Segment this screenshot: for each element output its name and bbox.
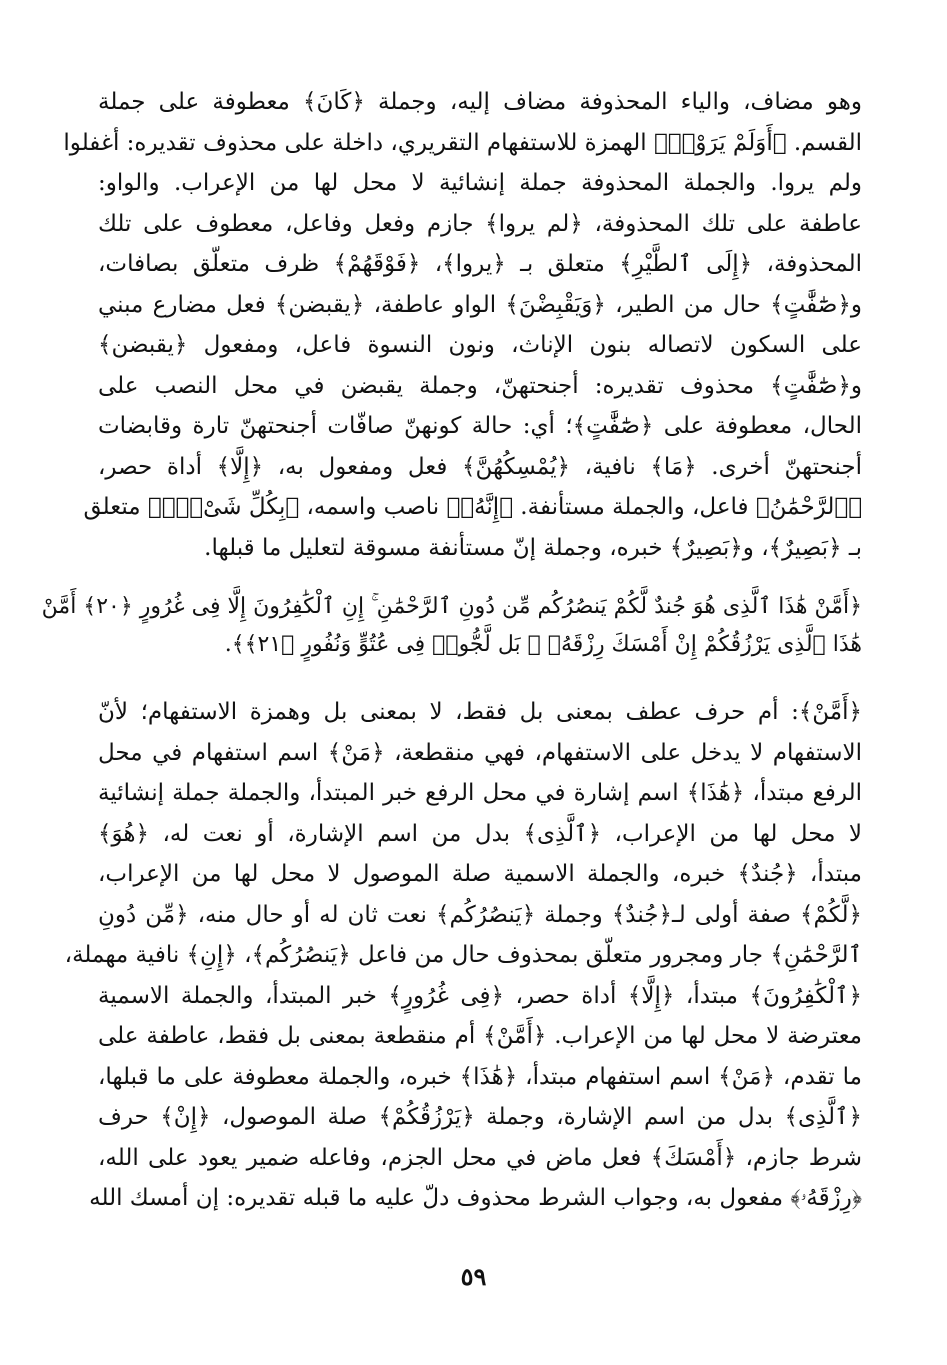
verse-line: ﴿أَمَّنْ هَٰذَا ٱلَّذِى هُوَ جُندٌ لَّكُمْ يَنصُرُكُم مِّن دُونِ ٱلرَّحْمَٰنِ ۚ إِنِ ٱلْكَٰفِرُونَ إِلَّا فِى غُرُورٍ ﴿٢٠﴾ أَمَّنْ [41,594,862,619]
text-line: ﴿ٱلْكَٰفِرُونَ﴾ مبتدأ، ﴿إِلَّا﴾ أداة حصر، ﴿فِى غُرُورٍ﴾ خبر المبتدأ، والجملة الاسمية [98,982,862,1009]
text-line: لا محل لها من الإعراب، ﴿ٱلَّذِى﴾ بدل من اسم الإشارة، أو نعت له، ﴿هُوَ﴾ [98,820,862,847]
text-line: ٱلرَّحْمَٰنِ﴾ جار ومجرور متعلّق بمحذوف حال من فاعل ﴿يَنصُرُكُم﴾، ﴿إِنِ﴾ نافية مهملة، [64,942,862,968]
text-line: ﴿ٱلَّذِى﴾ بدل من اسم الإشارة، وجملة ﴿يَرْزُقُكُمْ﴾ صلة الموصول، ﴿إِنْ﴾ حرف [98,1104,862,1130]
text-line: و﴿صَٰٓفَّٰتٍ﴾ محذوف تقديره: أجنحتهنّ، وجملة يقبضن في محل النصب على [98,372,862,399]
text-line: و﴿صَٰٓفَّٰتٍ﴾ حال من الطير، ﴿وَيَقْبِضْنَ﴾ الواو عاطفة، ﴿يقبضن﴾ فعل مضارع مبني [98,291,862,318]
text-line: شرط جازم، ﴿أَمْسَكَ﴾ فعل ماض في محل الجزم، وفاعله ضمير يعود على الله، [98,1144,862,1171]
paragraph-grammar-analysis-2 [64,692,862,1219]
text-line: ما تقدم، ﴿مَنْ﴾ اسم استفهام مبتدأ، ﴿هَٰذَا﴾ خبره، والجملة معطوفة على ما قبلها، [98,1063,862,1090]
text-line: الحال، معطوفة على ﴿صَٰٓفَّٰتٍ﴾؛ أي: حالة كونهنّ صافّات أجنحتهنّ تارة وقابضات [98,413,862,439]
text-line: على السكون لاتصاله بنون الإناث، ونون النسوة فاعل، ومفعول ﴿يقبضن﴾ [98,332,862,358]
page-number: ٥٩ [460,1262,487,1291]
text-line: ﴿أَمَّنْ﴾: أم حرف عطف بمعنى بل فقط، لا بمعنى بل وهمزة الاستفهام؛ لأنّ [98,699,862,725]
text-line: معترضة لا محل لها من الإعراب. ﴿أَمَّنْ﴾ أم منقطعة بمعنى بل فقط، عاطفة على [98,1023,862,1049]
text-line: ﴿رِزْقَهُۥ﴾ مفعول به، وجواب الشرط محذوف دلّ عليه ما قبله تقديره: إن أمسك الله [89,1185,862,1211]
text-line: الرفع مبتدأ، ﴿هَٰذَا﴾ اسم إشارة في محل الرفع خبر المبتدأ، والجملة جملة إنشائية [98,780,862,806]
verse-line: هَٰذَا ٱلَّذِى يَرْزُقُكُمْ إِنْ أَمْسَكَ رِزْقَهُۥ ۚ بَل لَّجُّوا۟ فِى عُتُوٍّ وَنُفُورٍ ﴿٢١﴾﴾. [224,632,862,657]
text-line: ﴿ٱلرَّحْمَٰنُ﴾ فاعل، والجملة مستأنفة. ﴿إِنَّهُۥ﴾ ناصب واسمه، ﴿بِكُلِّ شَىْءٍۭ﴾ متعلق [83,494,862,520]
text-line: ﴿لَّكُمْ﴾ صفة أولى لـ﴿جُندٌ﴾ وجملة ﴿يَنصُرُكُم﴾ نعت ثان له أو حال منه، ﴿مِّن دُونِ [98,901,862,928]
text-line: وهو مضاف، والياء المحذوفة مضاف إليه، وجملة ﴿كَانَ﴾ معطوفة على جملة [98,89,862,115]
quran-verse-block [41,588,862,664]
text-line: ولم يروا. والجملة المحذوفة جملة إنشائية لا محل لها من الإعراب. والواو: [98,170,862,196]
text-line: مبتدأ، ﴿جُندٌ﴾ خبره، والجملة الاسمية صلة الموصول لا محل لها من الإعراب، [98,861,862,887]
text-line: بـ ﴿بَصِيرٌ﴾، و﴿بَصِيرٌ﴾ خبره، وجملة إنّ مستأنفة مسوقة لتعليل ما قبلها. [204,534,862,561]
text-line: الاستفهام لا يدخل على الاستفهام، فهي منقطعة، ﴿مَنْ﴾ اسم استفهام في محل [98,739,862,766]
text-line: عاطفة على تلك المحذوفة، ﴿لم يروا﴾ جازم وفعل وفاعل، معطوف على تلك [98,210,862,237]
text-line: أجنحتهنّ أخرى. ﴿مَا﴾ نافية، ﴿يُمْسِكُهُنَّ﴾ فعل ومفعول به، ﴿إِلَّا﴾ أداة حصر، [98,453,862,480]
paragraph-grammar-analysis-1 [63,82,862,568]
text-line: القسم. ﴿أَوَلَمْ يَرَوْا۟﴾ الهمزة للاستفهام التقريري، داخلة على محذوف تقديره: أغفلوا [63,129,862,156]
text-line: المحذوفة، ﴿إِلَى ٱلطَّيْرِ﴾ متعلق بـ ﴿يروا﴾، ﴿فَوْقَهُمْ﴾ ظرف متعلّق بصافات، [98,251,862,277]
